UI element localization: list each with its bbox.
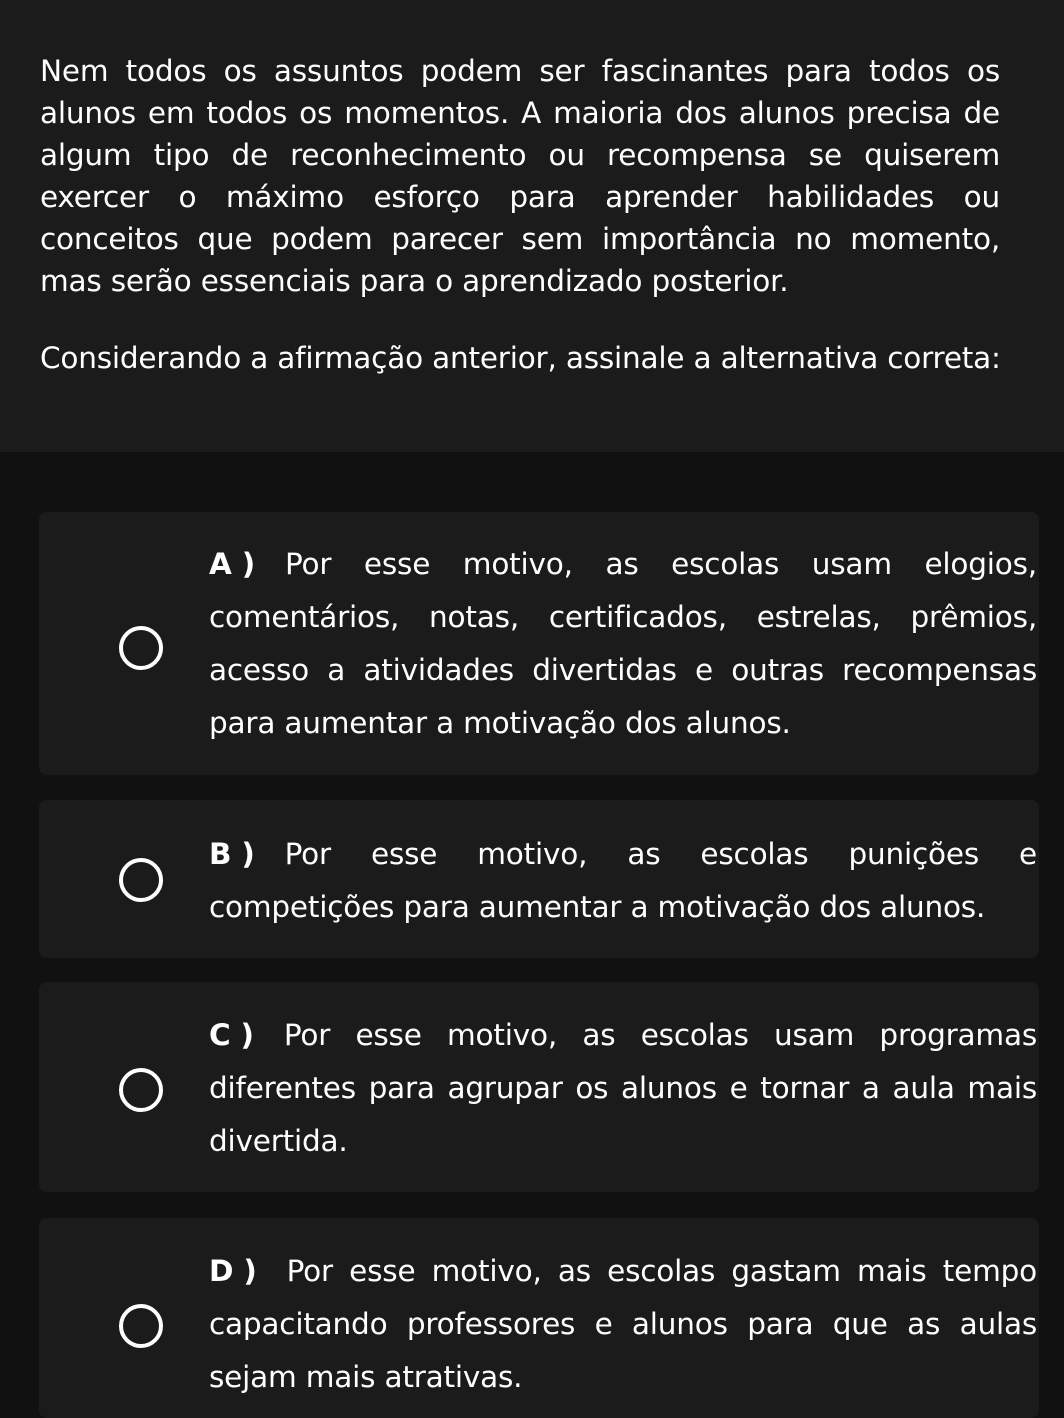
radio-button-b[interactable] bbox=[119, 858, 163, 902]
question-panel bbox=[0, 0, 1064, 452]
radio-button-c[interactable] bbox=[119, 1068, 163, 1112]
option-text-c: Por esse motivo, as escolas usam programas diferentes para agrupar os alunos e tornar a aula mais divertida. bbox=[209, 1018, 1037, 1158]
option-c[interactable] bbox=[39, 982, 1039, 1192]
option-letter-b: B ) bbox=[209, 837, 255, 871]
option-d[interactable] bbox=[39, 1218, 1039, 1418]
option-a[interactable] bbox=[39, 512, 1039, 775]
option-text-b: Por esse motivo, as escolas punições e competições para aumentar a motivação dos alunos. bbox=[209, 837, 1037, 924]
option-letter-d: D ) bbox=[209, 1254, 257, 1288]
question-statement: Nem todos os assuntos podem ser fascinantes para todos os alunos em todos os momentos. A maioria dos alunos precisa de algum tipo de reconhecimento ou recompensa se quiserem exercer o máximo esforço para aprender habilidades ou conceitos que podem parecer sem importância no momento, mas serão essenciais para o aprendizado posterior. bbox=[40, 54, 1000, 298]
radio-button-d[interactable] bbox=[119, 1304, 163, 1348]
question-prompt: Considerando a afirmação anterior, assinale a alternativa correta: bbox=[40, 341, 1001, 375]
option-text-a: Por esse motivo, as escolas usam elogios, comentários, notas, certificados, estrelas, prêmios, acesso a atividades divertidas e outras recompensas para aumentar a motivação dos alunos. bbox=[209, 547, 1037, 740]
option-letter-c: C ) bbox=[209, 1018, 254, 1052]
option-letter-a: A ) bbox=[209, 547, 255, 581]
option-b[interactable] bbox=[39, 800, 1039, 958]
option-text-d: Por esse motivo, as escolas gastam mais tempo capacitando professores e alunos para que as aulas sejam mais atrativas. bbox=[209, 1254, 1037, 1394]
radio-button-a[interactable] bbox=[119, 626, 163, 670]
